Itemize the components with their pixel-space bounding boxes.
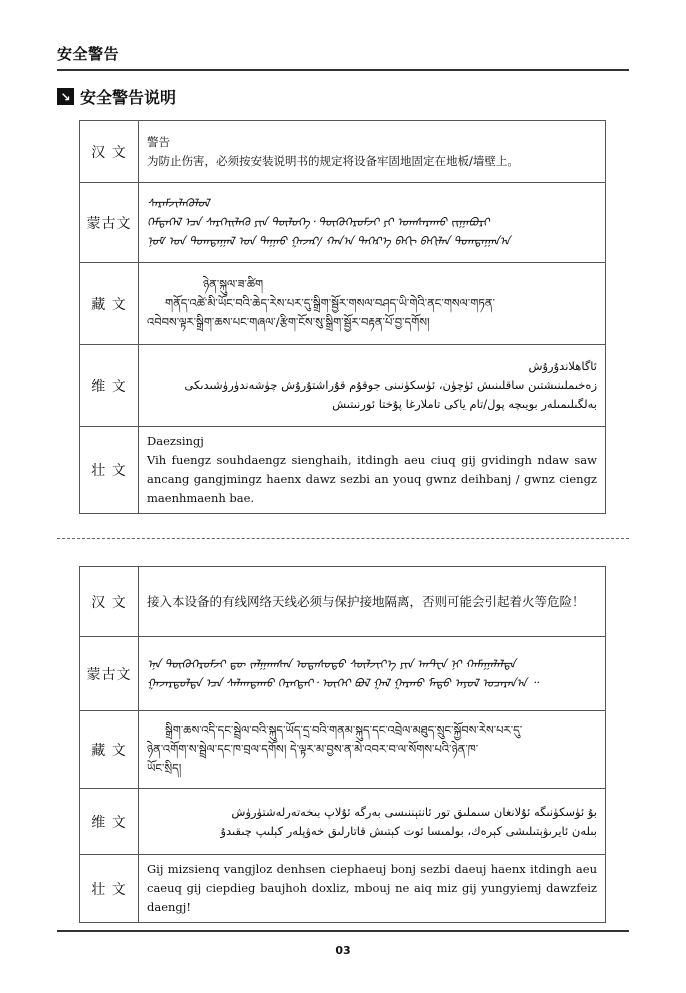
text-line: འབེབས་ལྟར་སྒྲིག་ཆས་པང་གཞལ་/རྩིག་ངོས་སུ་སྒྲིག་སྦྱོར་བརྟན་པོ་བྱ་དགོས།	[147, 315, 430, 329]
warning-table-2	[79, 566, 606, 923]
table-row	[80, 855, 606, 923]
content-tibetan	[139, 711, 606, 789]
table-row	[80, 567, 606, 637]
page-header-title: 安全警告	[57, 45, 120, 63]
lang-label-tibetan: 藏 文	[80, 263, 139, 345]
lang-label-mongolian: 蒙古文	[80, 183, 139, 263]
text-line: ᠨᠣᠮ ᠤᠨ ᠲᠣᠭᠲᠠᠭᠠᠯ ᠤᠨ ᠳᠠᠭᠠᠤ ᠭᠠᠵᠠᠷ/ ᠬᠠᠨ᠎ᠠ ᠳᠡᠭᠡᠷ᠎ᠡ ᠪᠠᠬᠢ ᠪᠡᠬᠢᠯᠡᠨ ᠲᠣᠭᠲᠠᠭᠠᠨ᠎ᠠ	[147, 234, 511, 248]
text-line: Daezsingj	[147, 434, 204, 448]
lang-label-chinese: 汉 文	[80, 567, 139, 637]
lang-label-chinese: 汉 文	[80, 121, 139, 183]
warning-table-1	[79, 120, 606, 514]
content-uyghur	[139, 345, 606, 427]
text-line: ئاگاھلاندۇرۇش	[528, 359, 597, 373]
dashed-divider	[57, 538, 629, 539]
content-chinese: 接入本设备的有线网络天线必须与保护接地隔离，否则可能会引起着火等危险！	[139, 567, 606, 637]
content-zhuang: Gij mizsienq vangjloz denhsen ciephaeuj bonj sezbi daeuj haenx itdingh aeu caeuq gij ciepdieg baujhoh doxliz, mbouj ne aiq miz gij yungyiemj dawzfeiz daengj!	[139, 855, 606, 923]
content-zhuang	[139, 427, 606, 514]
table-row	[80, 183, 606, 263]
text-line: ᠭᠠᠵᠠᠷᠳᠤᠯᠲᠠ ᠡᠴᠡ ᠰᠠᠯᠠᠭᠳᠠᠬᠤ ᠬᠡᠷᠡᠭᠲᠡᠢ᠂ ᠦᠭᠡᠢ ᠪᠣᠯ ᠭᠠᠯ ᠭᠠᠷᠬᠤ ᠮᠡᠲᠦ ᠠᠶᠤᠯ ᠤᠴᠠᠷᠠᠨ᠎ᠠ ᠃	[147, 675, 538, 690]
content-tibetan	[139, 263, 606, 345]
text-line: ᠭᠡᠮᠲᠡᠭᠡᠯ ᠡᠴᠡ ᠰᠡᠷᠭᠡᠢᠯᠡᠬᠦ ᠶᠢᠨ ᠲᠥᠯᠥᠭᠡ᠂ ᠲᠥᠬᠥᠭᠡᠷᠦᠮᠵᠢ ᠶᠢ ᠤᠭᠰᠠᠷᠠᠬᠤ ᠵᠢᠭᠠᠪᠤᠷᠢ	[147, 215, 490, 229]
table-row	[80, 711, 606, 789]
checkbox-icon: ↘	[57, 88, 74, 105]
lang-label-uyghur: 维 文	[80, 345, 139, 427]
header-divider	[57, 69, 629, 71]
table-row	[80, 263, 606, 345]
text-line: ᠡᠨᠡ ᠲᠥᠬᠥᠭᠡᠷᠦᠮᠵᠢ ᠳᠦ ᠵᠠᠯᠭᠠᠭᠰᠠᠨ ᠤᠲᠠᠰᠤᠲᠤ ᠰᠦᠯᠵᠢᠶ᠎ᠡ ᠶᠢᠨ ᠠᠨᠲ᠋ᠧᠨ ᠨᠢ ᠬᠠᠮᠠᠭᠠᠯᠠᠯᠲᠠ	[147, 656, 516, 671]
section-title: 安全警告说明	[80, 88, 177, 107]
lang-label-mongolian: 蒙古文	[80, 637, 139, 711]
text-line: بىلەن ئايرىۋېتىلىشى كېرەك، بولمىسا ئوت كېتىش قاتارلىق خەۋپلەر كېلىپ چىقىدۇ	[220, 823, 597, 838]
text-line: ཉེན་འགོག་ས་སྦྲེལ་དང་ཁ་བྲལ་དགོས། དེ་ལྟར་མ་བྱས་ན་མེ་འབར་བ་ལ་སོགས་པའི་ཉེན་ཁ་	[147, 742, 479, 756]
page-number: 03	[335, 944, 351, 957]
table-row	[80, 789, 606, 855]
text-line: بۇ ئۈسكۈنىگە ئۇلانغان سىملىق تور ئانتېننىسى بەرگە ئۇلاپ بىخەتەرلەشتۈرۈش	[231, 804, 597, 819]
text-line: སྒྲིག་ཆས་འདི་དང་སྦྲེལ་བའི་སྐུད་ཡོད་དྲ་བའི་གནམ་སྐུད་དང་འབྲེལ་མཐུད་སྲུང་སྐྱོབས་རེས་པར་དུ་	[165, 723, 523, 737]
text-line: زەخىملىنىشتىن ساقلىنىش ئۈچۈن، ئۈسكۈنىنى جوقۇم قۇراشتۇرۇش چۈشەندۈرۈشىدىكى	[184, 378, 597, 392]
content-chinese	[139, 121, 606, 183]
table-row	[80, 121, 606, 183]
text-line: 警告	[147, 134, 170, 149]
text-line: ᠰᠡᠷᠡᠮᠵᠢᠯᠡᠭᠦᠯᠦᠯ	[147, 196, 210, 210]
text-line: Vih fuengz souhdaengz sienghaih, itdingh aeu ciuq gij gvidingh ndaw saw ancang gangjmingz haenx dawz sezbi an youq gwnz deihbanj / gwnz ciengz maenhmaenh bae.	[147, 453, 597, 505]
text-line: 为防止伤害，必须按安装说明书的规定将设备牢固地固定在地板/墙壁上。	[147, 153, 519, 168]
lang-label-zhuang: 壮 文	[80, 855, 139, 923]
table-row	[80, 637, 606, 711]
text-line: ཉེན་སྐུལ་ཟ་ཚིག	[203, 277, 264, 291]
lang-label-tibetan: 藏 文	[80, 711, 139, 789]
content-uyghur	[139, 789, 606, 855]
text-line: གནོད་འཚེ་མི་ཡོང་བའི་ཆེད་རེས་པར་དུ་སྒྲིག་སྦྱོར་གསལ་བཤད་ཡི་གེའི་ནང་གསལ་གཏན་	[165, 296, 495, 310]
lang-label-uyghur: 维 文	[80, 789, 139, 855]
text-line: بەلگىلىمىلەر بويىچە پول/تام ياكى تاملارغا پۇختا ئورنىتىش	[332, 397, 597, 411]
content-mongolian	[139, 183, 606, 263]
table-row	[80, 345, 606, 427]
section-heading	[57, 85, 176, 108]
footer-divider	[57, 930, 629, 932]
text-line: ཡོང་སྲིད།	[147, 761, 182, 775]
lang-label-zhuang: 壮 文	[80, 427, 139, 514]
table-row	[80, 427, 606, 514]
content-mongolian	[139, 637, 606, 711]
